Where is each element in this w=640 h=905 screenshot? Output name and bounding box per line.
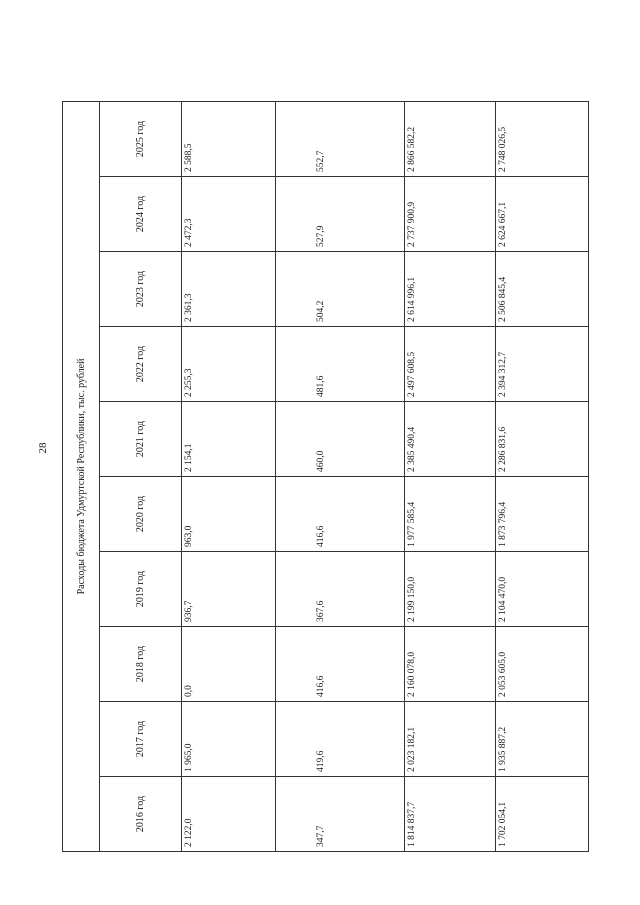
table-cell: 481,6: [276, 327, 405, 402]
table-cell: 2 154,1: [182, 402, 276, 477]
table-caption: Расходы бюджета Удмуртской Республики, тыс. рублей: [63, 101, 100, 851]
table-cell: 2 497 608,5: [405, 327, 496, 402]
table-cell: 2 053 605,0: [496, 627, 589, 702]
table-cell: 2 394 312,7: [496, 327, 589, 402]
table-cell: 2 588,5: [182, 101, 276, 176]
table-cell: 2 104 470,0: [496, 552, 589, 627]
year-header: 2025 год: [100, 101, 182, 176]
table-cell: 1 965,0: [182, 702, 276, 777]
year-header: 2020 год: [100, 477, 182, 552]
table-cell: 419,6: [276, 702, 405, 777]
year-header: 2022 год: [100, 327, 182, 402]
table-cell: 2 255,3: [182, 327, 276, 402]
table-cell: 2 199 150,0: [405, 552, 496, 627]
year-header: 2017 год: [100, 702, 182, 777]
table-cell: 504,2: [276, 252, 405, 327]
table-cell: 416,6: [276, 627, 405, 702]
table-cell: 2 160 078,0: [405, 627, 496, 702]
table-cell: 2 385 490,4: [405, 402, 496, 477]
table-cell: 1 814 837,7: [405, 777, 496, 852]
table-cell: 2 122,0: [182, 777, 276, 852]
table-cell: 527,9: [276, 177, 405, 252]
caption-row: [63, 101, 100, 851]
table-cell: 963,0: [182, 477, 276, 552]
table-cell: 2 286 831,6: [496, 402, 589, 477]
table-cell: 2 472,3: [182, 177, 276, 252]
table-cell: 2 614 996,1: [405, 252, 496, 327]
table-cell: 1 873 796,4: [496, 477, 589, 552]
year-header: 2021 год: [100, 402, 182, 477]
table-cell: 2 737 900,9: [405, 177, 496, 252]
table-cell: 1 702 054,1: [496, 777, 589, 852]
table-cell: 1 935 887,2: [496, 702, 589, 777]
table-cell: 2 361,3: [182, 252, 276, 327]
table-cell: 2 866 582,2: [405, 101, 496, 176]
year-header: 2019 год: [100, 552, 182, 627]
table-row: [182, 101, 276, 851]
table-cell: 0,0: [182, 627, 276, 702]
table-cell: 2 748 026,5: [496, 101, 589, 176]
table-cell: 552,7: [276, 101, 405, 176]
table-cell: 460,0: [276, 402, 405, 477]
table-cell: 416,6: [276, 477, 405, 552]
table-cell: 936,7: [182, 552, 276, 627]
table-cell: 1 977 585,4: [405, 477, 496, 552]
year-header: 2016 год: [100, 777, 182, 852]
table-cell: 2 023 182,1: [405, 702, 496, 777]
table-cell: 367,6: [276, 552, 405, 627]
year-header: 2023 год: [100, 252, 182, 327]
table-row: [276, 101, 405, 851]
year-header: 2018 год: [100, 627, 182, 702]
year-header-row: [100, 101, 182, 851]
table-cell: 2 624 667,1: [496, 177, 589, 252]
table-cell: 347,7: [276, 777, 405, 852]
page-number: 28: [37, 442, 49, 454]
table-row: [405, 101, 496, 851]
year-header: 2024 год: [100, 177, 182, 252]
table-row: [496, 101, 589, 851]
budget-table: [62, 101, 589, 852]
budget-table-wrapper: [62, 102, 548, 852]
table-cell: 2 506 845,4: [496, 252, 589, 327]
